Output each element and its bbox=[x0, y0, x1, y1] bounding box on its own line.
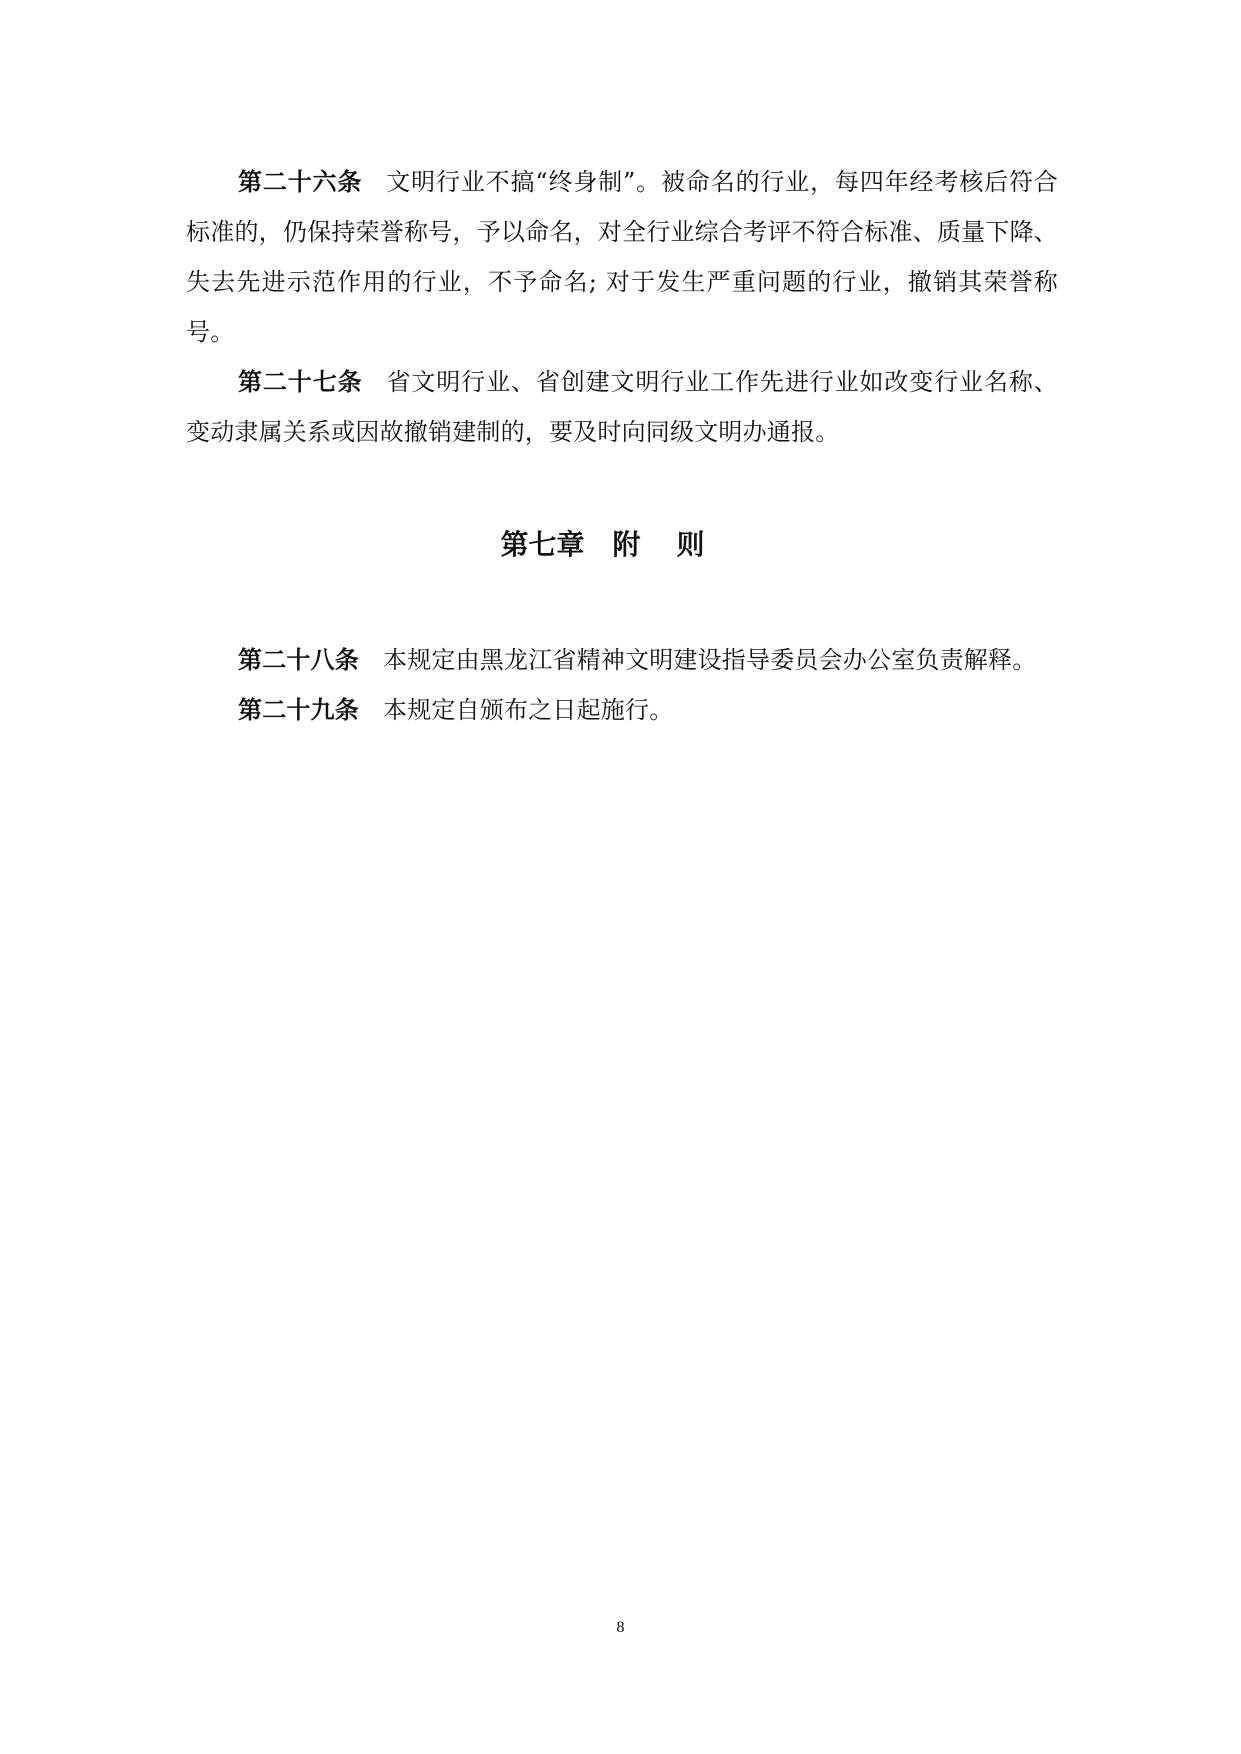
article-28 bbox=[186, 635, 1058, 685]
article-29-text: 本规定自颁布之日起施行。 bbox=[383, 696, 674, 724]
chapter-title bbox=[0, 520, 1241, 570]
article-26-text: 文明行业不搞“终身制”。被命名的行业，每四年经考核后符合标准的，仍保持荣誉称号，予以命名，对全行业综合考评不符合标准、质量下降、失去先进示范作用的行业，不予命名; 对于发生严重问题的行业，撤销其荣誉称号。 bbox=[186, 168, 1059, 346]
article-29-label: 第二十九条 bbox=[238, 696, 359, 724]
article-26-label: 第二十六条 bbox=[238, 168, 363, 196]
article-29 bbox=[186, 685, 1058, 735]
article-27-label: 第二十七条 bbox=[238, 368, 363, 396]
chapter-name: 附则 bbox=[612, 528, 741, 561]
article-26 bbox=[186, 157, 1058, 357]
article-28-label: 第二十八条 bbox=[238, 646, 359, 674]
chapter-number: 第七章 bbox=[500, 528, 585, 561]
article-27-text: 省文明行业、省创建文明行业工作先进行业如改变行业名称、变动隶属关系或因故撤销建制的，要及时向同级文明办通报。 bbox=[186, 368, 1058, 446]
page-number: 8 bbox=[616, 1619, 625, 1636]
article-27 bbox=[186, 357, 1058, 457]
article-28-text: 本规定由黑龙江省精神文明建设指导委员会办公室负责解释。 bbox=[383, 646, 1037, 674]
